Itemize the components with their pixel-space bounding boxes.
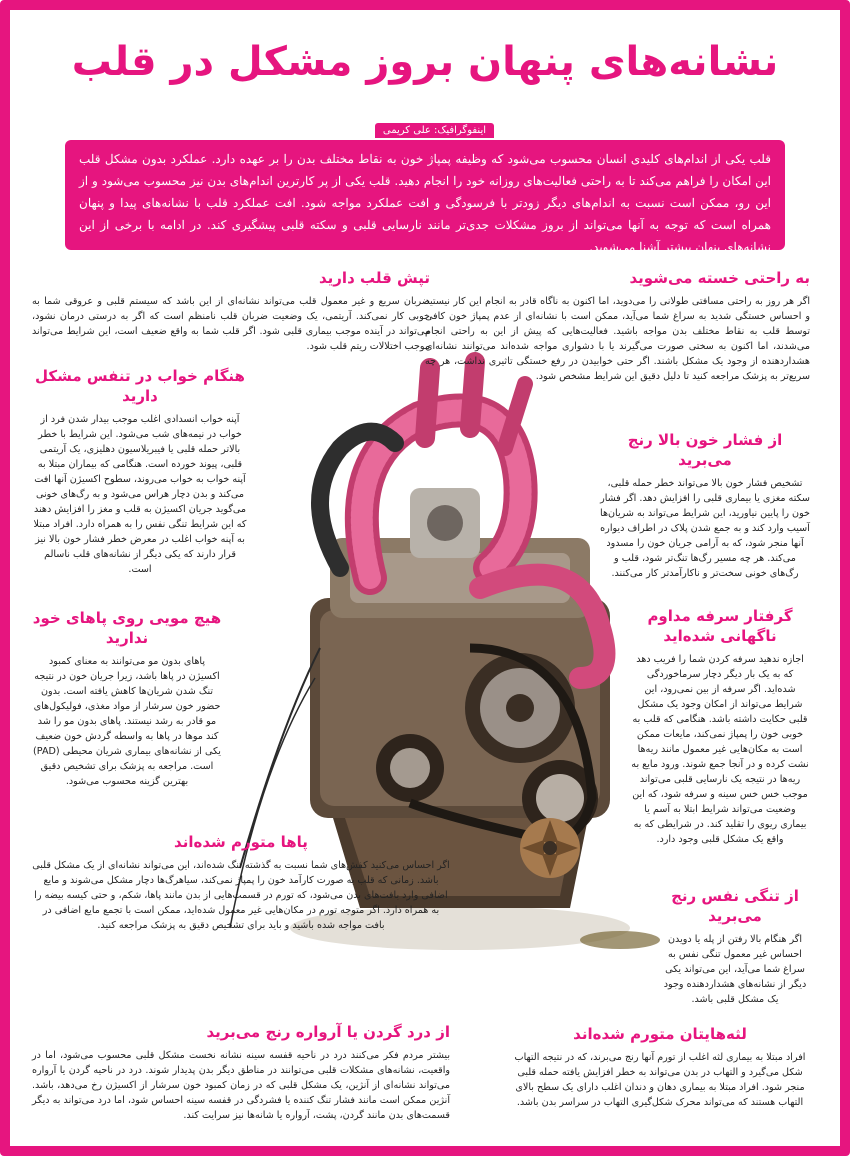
section-swollen-legs [32,832,450,933]
section-body: آپنه خواب انسدادی اغلب موجب بیدار شدن فرد از خواب در نیمه‌های شب می‌شود. این شرایط با خطر بالاتر حمله قلبی یا فیبریلاسیون دهلیزی، یک آریتمی قلبی، پیوند خورده است. هنگامی که بیماران مبتلا به آپنه خواب به خواب می‌روند، سطوح اکسیژن آنها افت می‌کند و بدن دچار هراس می‌شود و به رگ‌های خونی می‌گوید جریان اکسیژن به قلب و مغز را افزایش دهند که این شرایط تنگی نفس را به همراه دارد. افراد مبتلا به آپنه خواب اغلب در معرض خطر فشار خون بالا نیز قرار دارند که یکی دیگر از نشانه‌های قلب ناسالم است. [33,414,247,575]
section-body: ضربان سریع و غیر معمول قلب می‌تواند نشانه‌ای از این باشد که سیستم قلبی و عروقی شما به خوبی کار نمی‌کند. آریتمی، یک وضعیت ضربان قلب نامنظم است که اگر به درستی درمان نشود، می‌تواند در آینده موجب بیماری قلبی شود. اگر قلب شما به واقع ضعیف است، این شرایط می‌تواند موجب اختلالات ریتم قلب شود. [32,296,430,352]
section-title: از فشار خون بالا رنج می‌برید [627,431,783,469]
page-title: نشانه‌های پنهان بروز مشکل در قلب [71,39,779,85]
section-easily-tired [425,268,810,384]
section-hairless-legs [32,608,222,789]
section-body: اجازه ندهید سرفه کردن شما را فریب دهد که به یک بار دیگر دچار سرماخوردگی شده‌اید. اگر سرفه از بین نمی‌رود، این شرایط می‌تواند از امکان وجود یک مشکل قلبی حکایت داشته باشد. هنگامی که قلب به خوبی خون را پمپاژ نمی‌کند، مایعات ممکن است به مکان‌هایی غیر معمول مانند ریه‌ها نشت کرده و در آنجا جمع شوند. ورود مایع به ریه‌ها در نتیجه یک نارسایی قلبی می‌تواند موجب خس خس سینه و سرفه شود، که این وضعیت می‌تواند شرایط ابتلا به آسم یا بیماری ریوی را تقلید کند. در شرایطی که به واقع یک مشکل قلبی وجود دارد. [631,654,809,845]
section-title: از تنگی نفس رنج می‌برید [671,887,799,925]
section-title: پاها متورم شده‌اند [174,833,308,851]
section-title: هنگام خواب در تنفس مشکل دارید [35,367,245,405]
section-title: از درد گردن یا آرواره رنج می‌برید [206,1023,450,1041]
section-palpitations [32,268,430,354]
section-body: تشخیص فشار خون بالا می‌تواند خطر حمله قلبی، سکته مغزی یا بیماری قلبی را افزایش دهد. اگر فشار خون را پایین نیاورید، این شرایط می‌تواند به شریان‌ها آسیب وارد کند و به جمع شدن پلاک در اطراف دیواره آنها منجر شود، که به آرامی جریان خون را مسدود می‌کند. هر چه مسیر رگ‌ها تنگ‌تر شود، قلب و رگ‌های خونی سخت‌تر و ناکارآمدتر کار می‌کنند. [600,478,810,579]
section-title: تپش قلب دارید [319,269,430,287]
section-title: هیچ مویی روی پاهای خود ندارید [32,609,222,647]
section-title: گرفتار سرفه مداوم ناگهانی شده‌اید [647,607,793,645]
section-body: اگر هنگام بالا رفتن از پله یا دویدن احساس غیر معمول تنگی نفس به سراغ شما می‌آید، این می‌تواند یکی دیگر از نشانه‌های هشداردهنده وجود یک مشکل قلبی باشد. [663,934,807,1005]
section-high-blood-pressure [600,430,810,581]
section-title: به راحتی خسته می‌شوید [629,269,810,287]
intro-box: قلب یکی از اندام‌های کلیدی انسان محسوب می‌شود که وظیفه پمپاژ خون به نقاط مختلف بدن را بر عهده دارد. عملکرد بدون مشکل قلب این امکان را فراهم می‌کند تا به راحتی فعالیت‌های روزانه خود را انجام دهید. قلب یکی از پر کارترین اندام‌های بدن نیز محسوب می‌شود و از این رو، ممکن است نسبت به اندام‌های دیگر زودتر با فرسودگی و افت عملکرد مواجه شود. افت عملکرد قلب با نشانه‌های پیدا و پنهان همراه است که توجه به آنها می‌تواند از بروز مشکلات جدی‌تر مانند نارسایی قلبی و سکته قلبی پیشگیری کند. در ادامه با برخی از این نشانه‌های پنهان بیشتر آشنا می‌شوید. [65,140,785,250]
section-sleep-apnea [32,366,248,577]
section-shortness-of-breath [660,886,810,1007]
section-body: پاهای بدون مو می‌توانند به معنای کمبود اکسیژن در پاها باشد، زیرا جریان خون در نتیجه تنگ شدن شریان‌ها کاهش یافته است. بدون حضور خون سرشار از مواد مغذی، فولیکول‌های مو قادر به رشد نیستند. پاهای بدون مو را شد کند موها در پاها به واسطه گردش خون ضعیف یکی از نشانه‌های بیماری شریان محیطی (PAD) است. مراجعه به پزشک برای تشخیص دقیق بهترین گزینه محسوب می‌شود. [33,656,221,787]
section-persistent-cough [630,606,810,847]
section-swollen-gums [510,1024,810,1110]
section-body: اگر هر روز به راحتی مسافتی طولانی را می‌دوید، اما اکنون به ناگاه قادر به انجام این کار نیستید و احساس خستگی شدید به سراغ شما می‌آید، ممکن است با نشانه‌ای از عدم پمپاژ خون کافی توسط قلب به نقاط مختلف بدن مواجه باشید. فعالیت‌هایی که پیش از این به راحتی انجام می‌شدند، اما اکنون به سختی صورت می‌گیرند یا با دشواری مواجه شده‌اند می‌توانند نشانه‌ای هشداردهنده از وجود یک مشکل باشند. اگر حتی خوابیدن در رفع خستگی تاثیری نداشت، هر چه سریع‌تر به پزشک مراجعه کنید تا دلیل دقیق این شرایط مشخص شود. [425,296,810,382]
section-title: لثه‌هایتان متورم شده‌اند [573,1025,747,1043]
section-body: افراد مبتلا به بیماری لثه اغلب از تورم آنها رنج می‌برند، که در نتیجه التهاب شکل می‌گیرد و التهاب در بدن می‌تواند به خطر افزایش یافته حمله قلبی منجر شود. افراد مبتلا به بیماری دهان و دندان اغلب دارای یک سطح بالای التهاب هستند که می‌تواند محرک شکل‌گیری التهاب در سراسر بدن باشد. [514,1052,806,1108]
byline: اینفوگرافیک: علی کریمی [375,123,494,138]
section-body: اگر احساس می‌کنید کفش‌های شما نسبت به گذشته تنگ شده‌اند، این می‌تواند نشانه‌ای از یک مشکل قلبی باشد. زمانی که قلب به صورت کارآمد خون را پمپاژ نمی‌کند، سیاهرگ‌ها دچار مشکل می‌شوند و مایع اضافی وارد بافت‌های بدن می‌شود، که تورم در قسمت‌هایی از بدن مانند پاها، شکم، و حتی کیسه بیضه را به همراه دارد. اگر متوجه تورم در مکان‌هایی غیر معمول شده‌اید، ممکن است با تجمع مایع اضافی در بافت مواجه شده باشید و باید برای تشخیص دقیق به پزشک مراجعه کنید. [32,860,450,931]
section-neck-jaw-pain [32,1022,450,1123]
section-body: بیشتر مردم فکر می‌کنند درد در ناحیه قفسه سینه نشانه نخست مشکل قلبی محسوب می‌شود، اما در واقعیت، نشانه‌های مشکلات قلبی می‌توانند در مناطق دیگر بدن پدیدار شوند. درد در ناحیه گردن یا آرواره می‌تواند نشانه‌ای از آنژین، یک مشکل قلبی که در زمان کمبود خون سرشار از اکسیژن رخ می‌دهد، باشد. آنژین ممکن است مانند فشار تنگ کننده یا فشردگی در قفسه سینه احساس شود، اما درد می‌تواند به دیگر قسمت‌های بدن مانند گردن، پشت، آرواره یا شانه‌ها نیز سرایت کند. [32,1050,450,1121]
